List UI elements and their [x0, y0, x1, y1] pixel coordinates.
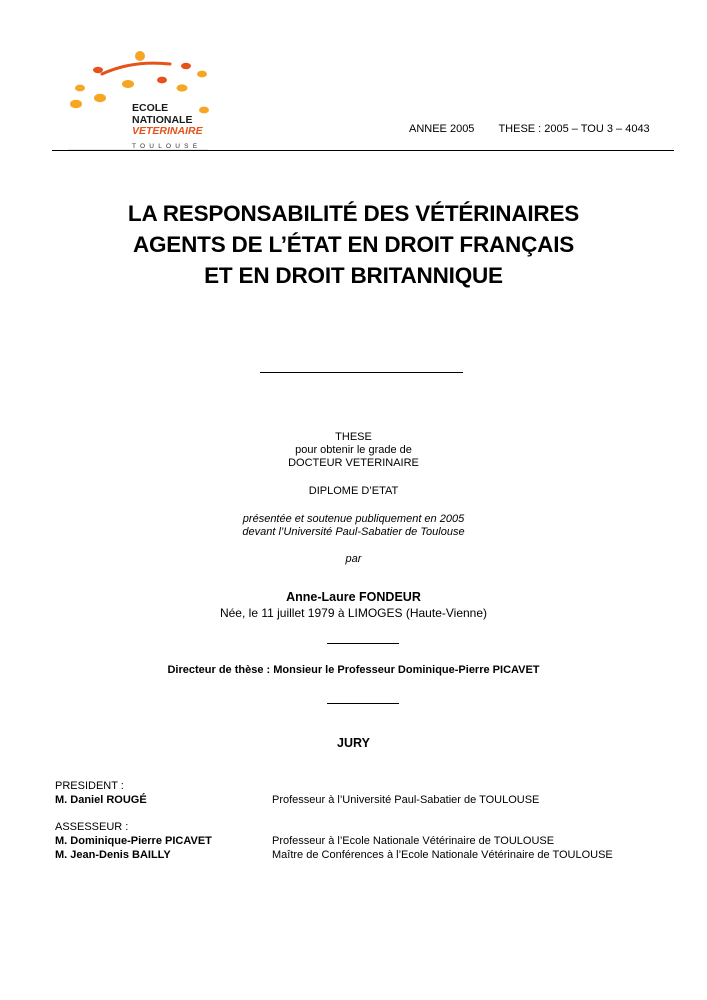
president-role: Professeur à l’Université Paul-Sabatier de TOULOUSE	[272, 794, 540, 806]
presented-line-2: devant l’Université Paul-Sabatier de Toulouse	[242, 526, 465, 538]
assessor-role-2: Maître de Conférences à l’Ecole Nationale Vétérinaire de TOULOUSE	[272, 849, 613, 861]
logo-line-nationale: NATIONALE	[132, 113, 193, 126]
school-logo	[62, 40, 222, 156]
thesis-diploma: DIPLOME D’ETAT	[308, 485, 399, 497]
jury-title: JURY	[337, 736, 370, 750]
title-line-2: AGENTS DE L’ÉTAT EN DROIT FRANÇAIS	[132, 232, 575, 257]
logo-line-toulouse: TOULOUSE	[132, 143, 202, 150]
header-divider	[52, 150, 674, 151]
section-divider-2	[327, 703, 399, 704]
president-name: M. Daniel ROUGÉ	[55, 794, 147, 806]
title-divider	[260, 372, 463, 373]
assessor-role-1: Professeur à l’Ecole Nationale Vétérinaire de TOULOUSE	[272, 835, 555, 847]
presented-line-1: présentée et soutenue publiquement en 2005	[242, 513, 465, 525]
thesis-degree: DOCTEUR VETERINAIRE	[288, 457, 419, 469]
title-line-3: ET EN DROIT BRITANNIQUE	[204, 263, 503, 288]
logo-line-veterinaire: VETERINAIRE	[132, 125, 203, 137]
author-birth: Née, le 11 juillet 1979 à LIMOGES (Haute-Vienne)	[219, 606, 488, 620]
thesis-title	[40, 198, 667, 291]
title-line-1: LA RESPONSABILITÉ DES VÉTÉRINAIRES	[127, 201, 580, 226]
by-label: par	[345, 553, 362, 565]
thesis-reference: THESE : 2005 – TOU 3 – 4043	[498, 123, 650, 135]
assessor-label: ASSESSEUR :	[55, 821, 129, 833]
year-label: ANNEE 2005	[409, 123, 475, 135]
author-name: Anne-Laure FONDEUR	[286, 590, 421, 604]
logo-figure-icon	[62, 40, 222, 156]
assessor-name-1: M. Dominique-Pierre PICAVET	[55, 835, 212, 847]
header-meta	[409, 123, 650, 135]
assessor-name-2: M. Jean-Denis BAILLY	[55, 849, 171, 861]
thesis-purpose: pour obtenir le grade de	[295, 444, 412, 456]
section-divider-1	[327, 643, 399, 644]
thesis-director: Directeur de thèse : Monsieur le Professeur Dominique-Pierre PICAVET	[167, 664, 540, 676]
thesis-type: THESE	[335, 431, 372, 443]
logo-line-ecole: ECOLE	[132, 102, 169, 114]
president-label: PRESIDENT :	[55, 780, 124, 792]
